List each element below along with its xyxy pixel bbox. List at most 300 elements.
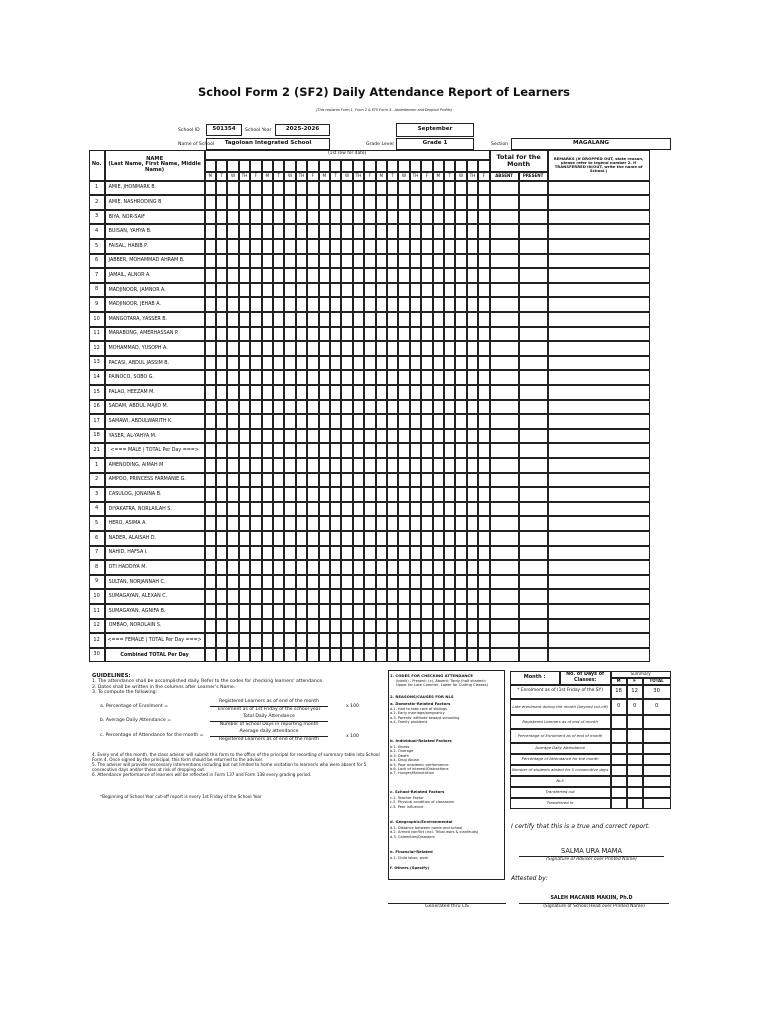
attendance-cell[interactable] [273, 400, 284, 415]
attendance-cell[interactable] [353, 356, 364, 371]
attendance-cell[interactable] [376, 648, 387, 663]
percentage-enrolment-m-value[interactable] [611, 729, 627, 743]
attendance-cell[interactable] [364, 648, 375, 663]
attendance-cell[interactable] [444, 589, 455, 604]
attendance-cell[interactable] [284, 356, 295, 371]
attendance-cell[interactable] [421, 268, 432, 283]
attendance-cell[interactable] [478, 443, 489, 458]
attendance-cell[interactable] [273, 473, 284, 488]
attendance-cell[interactable] [444, 443, 455, 458]
attendance-cell[interactable] [227, 458, 238, 473]
present-total-cell[interactable] [519, 648, 548, 663]
attendance-cell[interactable] [444, 327, 455, 342]
attendance-cell[interactable] [307, 589, 318, 604]
attendance-cell[interactable] [239, 254, 250, 269]
attendance-cell[interactable] [421, 502, 432, 517]
attendance-cell[interactable] [262, 210, 273, 225]
attendance-cell[interactable] [455, 619, 466, 634]
attendance-cell[interactable] [467, 648, 478, 663]
absent-total-cell[interactable] [490, 619, 519, 634]
attendance-cell[interactable] [250, 604, 261, 619]
attendance-cell[interactable] [319, 531, 330, 546]
attendance-cell[interactable] [341, 356, 352, 371]
attendance-cell[interactable] [455, 341, 466, 356]
attendance-cell[interactable] [227, 239, 238, 254]
attendance-cell[interactable] [307, 283, 318, 298]
absent-total-cell[interactable] [490, 546, 519, 561]
attendance-cell[interactable] [478, 473, 489, 488]
attendance-cell[interactable] [433, 210, 444, 225]
attendance-cell[interactable] [250, 297, 261, 312]
attendance-cell[interactable] [353, 443, 364, 458]
attendance-cell[interactable] [433, 429, 444, 444]
remarks-cell[interactable] [548, 268, 650, 283]
attendance-cell[interactable] [353, 283, 364, 298]
attendance-cell[interactable] [284, 370, 295, 385]
attendance-cell[interactable] [341, 502, 352, 517]
attendance-cell[interactable] [330, 268, 341, 283]
attendance-cell[interactable] [353, 429, 364, 444]
attendance-cell[interactable] [307, 239, 318, 254]
attendance-cell[interactable] [330, 516, 341, 531]
attendance-cell[interactable] [227, 297, 238, 312]
attendance-cell[interactable] [307, 633, 318, 648]
attendance-cell[interactable] [433, 575, 444, 590]
attendance-cell[interactable] [273, 312, 284, 327]
attendance-cell[interactable] [216, 297, 227, 312]
attendance-cell[interactable] [433, 181, 444, 196]
attendance-cell[interactable] [296, 502, 307, 517]
attendance-cell[interactable] [433, 312, 444, 327]
attendance-cell[interactable] [330, 327, 341, 342]
attendance-cell[interactable] [330, 473, 341, 488]
attendance-cell[interactable] [376, 604, 387, 619]
attendance-cell[interactable] [467, 400, 478, 415]
attendance-cell[interactable] [376, 297, 387, 312]
attendance-cell[interactable] [455, 414, 466, 429]
attendance-cell[interactable] [341, 254, 352, 269]
attendance-cell[interactable] [444, 181, 455, 196]
attendance-cell[interactable] [319, 370, 330, 385]
attendance-cell[interactable] [284, 210, 295, 225]
attendance-cell[interactable] [205, 312, 216, 327]
attendance-cell[interactable] [467, 327, 478, 342]
attendance-cell[interactable] [455, 429, 466, 444]
attendance-cell[interactable] [319, 473, 330, 488]
attendance-cell[interactable] [353, 297, 364, 312]
attendance-cell[interactable] [455, 400, 466, 415]
attendance-cell[interactable] [421, 297, 432, 312]
attendance-cell[interactable] [330, 560, 341, 575]
attendance-cell[interactable] [284, 414, 295, 429]
attendance-cell[interactable] [307, 370, 318, 385]
attendance-cell[interactable] [284, 224, 295, 239]
attendance-cell[interactable] [433, 297, 444, 312]
attendance-cell[interactable] [262, 341, 273, 356]
attendance-cell[interactable] [273, 604, 284, 619]
attendance-cell[interactable] [296, 268, 307, 283]
attendance-cell[interactable] [478, 341, 489, 356]
attendance-cell[interactable] [410, 210, 421, 225]
attendance-cell[interactable] [364, 195, 375, 210]
date-cell[interactable] [353, 160, 364, 172]
attendance-cell[interactable] [307, 297, 318, 312]
attendance-cell[interactable] [444, 633, 455, 648]
attendance-cell[interactable] [227, 312, 238, 327]
attendance-cell[interactable] [250, 633, 261, 648]
attendance-cell[interactable] [262, 181, 273, 196]
attendance-cell[interactable] [239, 224, 250, 239]
attendance-cell[interactable] [307, 210, 318, 225]
attendance-cell[interactable] [330, 502, 341, 517]
attendance-cell[interactable] [239, 181, 250, 196]
attendance-cell[interactable] [239, 633, 250, 648]
attendance-cell[interactable] [376, 195, 387, 210]
attendance-cell[interactable] [319, 224, 330, 239]
attendance-cell[interactable] [227, 254, 238, 269]
attendance-cell[interactable] [467, 604, 478, 619]
attendance-cell[interactable] [239, 370, 250, 385]
attendance-cell[interactable] [444, 195, 455, 210]
attendance-cell[interactable] [262, 502, 273, 517]
attendance-cell[interactable] [387, 575, 398, 590]
attendance-cell[interactable] [262, 443, 273, 458]
attendance-cell[interactable] [444, 283, 455, 298]
attendance-cell[interactable] [330, 356, 341, 371]
attendance-cell[interactable] [455, 268, 466, 283]
attendance-cell[interactable] [410, 181, 421, 196]
attendance-cell[interactable] [216, 283, 227, 298]
attendance-cell[interactable] [205, 429, 216, 444]
attendance-cell[interactable] [364, 414, 375, 429]
attendance-cell[interactable] [467, 341, 478, 356]
attendance-cell[interactable] [216, 370, 227, 385]
attendance-cell[interactable] [444, 356, 455, 371]
attendance-cell[interactable] [205, 356, 216, 371]
attendance-cell[interactable] [478, 385, 489, 400]
remarks-cell[interactable] [548, 356, 650, 371]
attendance-cell[interactable] [444, 341, 455, 356]
attendance-cell[interactable] [319, 268, 330, 283]
attendance-cell[interactable] [444, 575, 455, 590]
attendance-cell[interactable] [444, 254, 455, 269]
attendance-cell[interactable] [262, 400, 273, 415]
attendance-cell[interactable] [353, 575, 364, 590]
attendance-cell[interactable] [398, 341, 409, 356]
attendance-cell[interactable] [216, 414, 227, 429]
attendance-cell[interactable] [273, 546, 284, 561]
attendance-cell[interactable] [364, 370, 375, 385]
attendance-cell[interactable] [433, 414, 444, 429]
remarks-cell[interactable] [548, 560, 650, 575]
attendance-cell[interactable] [296, 224, 307, 239]
attendance-cell[interactable] [250, 254, 261, 269]
transferred-in-m-value[interactable] [611, 798, 627, 809]
attendance-cell[interactable] [284, 546, 295, 561]
attendance-cell[interactable] [387, 546, 398, 561]
absent-total-cell[interactable] [490, 370, 519, 385]
attendance-cell[interactable] [398, 312, 409, 327]
attendance-cell[interactable] [478, 283, 489, 298]
present-total-cell[interactable] [519, 589, 548, 604]
attendance-cell[interactable] [205, 210, 216, 225]
attendance-cell[interactable] [387, 516, 398, 531]
attendance-cell[interactable] [421, 370, 432, 385]
attendance-cell[interactable] [273, 575, 284, 590]
attendance-cell[interactable] [478, 560, 489, 575]
attendance-cell[interactable] [262, 589, 273, 604]
attendance-cell[interactable] [273, 370, 284, 385]
attendance-cell[interactable] [433, 516, 444, 531]
date-cell[interactable] [455, 160, 466, 172]
attendance-cell[interactable] [387, 370, 398, 385]
present-total-cell[interactable] [519, 312, 548, 327]
attendance-cell[interactable] [421, 312, 432, 327]
attendance-cell[interactable] [296, 385, 307, 400]
attendance-cell[interactable] [250, 502, 261, 517]
attendance-cell[interactable] [284, 443, 295, 458]
attendance-cell[interactable] [455, 502, 466, 517]
present-total-cell[interactable] [519, 575, 548, 590]
attendance-cell[interactable] [205, 385, 216, 400]
attendance-cell[interactable] [273, 224, 284, 239]
attendance-cell[interactable] [216, 546, 227, 561]
attendance-cell[interactable] [341, 370, 352, 385]
attendance-cell[interactable] [250, 356, 261, 371]
absent-total-cell[interactable] [490, 341, 519, 356]
attendance-cell[interactable] [478, 224, 489, 239]
attendance-cell[interactable] [216, 429, 227, 444]
absent-total-cell[interactable] [490, 633, 519, 648]
present-total-cell[interactable] [519, 224, 548, 239]
attendance-cell[interactable] [262, 648, 273, 663]
attendance-cell[interactable] [398, 370, 409, 385]
attendance-cell[interactable] [273, 516, 284, 531]
attendance-cell[interactable] [262, 633, 273, 648]
attendance-cell[interactable] [387, 443, 398, 458]
attendance-cell[interactable] [205, 443, 216, 458]
attendance-cell[interactable] [205, 370, 216, 385]
attendance-cell[interactable] [387, 327, 398, 342]
attendance-cell[interactable] [398, 297, 409, 312]
attendance-cell[interactable] [284, 516, 295, 531]
absent-total-cell[interactable] [490, 458, 519, 473]
attendance-cell[interactable] [444, 546, 455, 561]
attendance-cell[interactable] [467, 181, 478, 196]
attendance-cell[interactable] [319, 385, 330, 400]
attendance-cell[interactable] [284, 312, 295, 327]
attendance-cell[interactable] [205, 619, 216, 634]
attendance-cell[interactable] [284, 487, 295, 502]
attendance-cell[interactable] [296, 414, 307, 429]
attendance-cell[interactable] [433, 400, 444, 415]
attendance-cell[interactable] [444, 429, 455, 444]
attendance-cell[interactable] [410, 327, 421, 342]
attendance-cell[interactable] [353, 224, 364, 239]
attendance-cell[interactable] [478, 195, 489, 210]
attendance-cell[interactable] [307, 546, 318, 561]
attendance-cell[interactable] [376, 458, 387, 473]
attendance-cell[interactable] [341, 648, 352, 663]
attendance-cell[interactable] [284, 385, 295, 400]
attendance-cell[interactable] [455, 546, 466, 561]
attendance-cell[interactable] [239, 268, 250, 283]
attendance-cell[interactable] [205, 560, 216, 575]
absent-total-cell[interactable] [490, 283, 519, 298]
attendance-cell[interactable] [455, 356, 466, 371]
attendance-cell[interactable] [398, 575, 409, 590]
attendance-cell[interactable] [307, 429, 318, 444]
attendance-cell[interactable] [421, 648, 432, 663]
attendance-cell[interactable] [296, 239, 307, 254]
attendance-cell[interactable] [387, 589, 398, 604]
attendance-cell[interactable] [330, 487, 341, 502]
absent-total-cell[interactable] [490, 224, 519, 239]
attendance-cell[interactable] [341, 297, 352, 312]
attendance-cell[interactable] [421, 239, 432, 254]
attendance-cell[interactable] [398, 502, 409, 517]
attendance-cell[interactable] [341, 560, 352, 575]
attendance-cell[interactable] [330, 239, 341, 254]
attendance-cell[interactable] [444, 473, 455, 488]
attendance-cell[interactable] [387, 283, 398, 298]
attendance-cell[interactable] [421, 531, 432, 546]
present-total-cell[interactable] [519, 195, 548, 210]
attendance-cell[interactable] [421, 604, 432, 619]
attendance-cell[interactable] [421, 195, 432, 210]
present-total-cell[interactable] [519, 604, 548, 619]
attendance-cell[interactable] [410, 385, 421, 400]
attendance-cell[interactable] [227, 268, 238, 283]
attendance-cell[interactable] [239, 516, 250, 531]
remarks-cell[interactable] [548, 283, 650, 298]
attendance-cell[interactable] [387, 604, 398, 619]
present-total-cell[interactable] [519, 181, 548, 196]
attendance-cell[interactable] [467, 429, 478, 444]
attendance-cell[interactable] [273, 487, 284, 502]
attendance-cell[interactable] [353, 531, 364, 546]
attendance-cell[interactable] [307, 181, 318, 196]
attendance-cell[interactable] [250, 385, 261, 400]
attendance-cell[interactable] [478, 516, 489, 531]
attendance-cell[interactable] [478, 268, 489, 283]
attendance-cell[interactable] [387, 312, 398, 327]
attendance-cell[interactable] [205, 239, 216, 254]
attendance-cell[interactable] [307, 473, 318, 488]
attendance-cell[interactable] [398, 560, 409, 575]
attendance-cell[interactable] [444, 297, 455, 312]
attendance-cell[interactable] [273, 633, 284, 648]
attendance-cell[interactable] [227, 619, 238, 634]
attendance-cell[interactable] [455, 283, 466, 298]
attendance-cell[interactable] [262, 283, 273, 298]
attendance-cell[interactable] [376, 619, 387, 634]
absent-total-cell[interactable] [490, 356, 519, 371]
attendance-cell[interactable] [387, 531, 398, 546]
present-total-cell[interactable] [519, 385, 548, 400]
attendance-cell[interactable] [330, 370, 341, 385]
attendance-cell[interactable] [478, 312, 489, 327]
attendance-cell[interactable] [478, 400, 489, 415]
attendance-cell[interactable] [319, 589, 330, 604]
section-field[interactable]: MAGALANG [511, 138, 671, 150]
attendance-cell[interactable] [250, 473, 261, 488]
attendance-cell[interactable] [387, 181, 398, 196]
attendance-cell[interactable] [467, 312, 478, 327]
attendance-cell[interactable] [398, 210, 409, 225]
attendance-cell[interactable] [387, 429, 398, 444]
attendance-cell[interactable] [239, 589, 250, 604]
attendance-cell[interactable] [467, 443, 478, 458]
attendance-cell[interactable] [296, 195, 307, 210]
attendance-cell[interactable] [353, 560, 364, 575]
attendance-cell[interactable] [433, 619, 444, 634]
attendance-cell[interactable] [467, 239, 478, 254]
attendance-cell[interactable] [353, 516, 364, 531]
attendance-cell[interactable] [216, 516, 227, 531]
absent-total-cell[interactable] [490, 385, 519, 400]
attendance-cell[interactable] [410, 297, 421, 312]
transferred-out-m-value[interactable] [611, 787, 627, 798]
attendance-cell[interactable] [250, 414, 261, 429]
attendance-cell[interactable] [364, 356, 375, 371]
attendance-cell[interactable] [307, 254, 318, 269]
present-total-cell[interactable] [519, 546, 548, 561]
attendance-cell[interactable] [296, 181, 307, 196]
present-total-cell[interactable] [519, 327, 548, 342]
attendance-cell[interactable] [205, 546, 216, 561]
date-cell[interactable] [319, 160, 330, 172]
date-cell[interactable] [398, 160, 409, 172]
attendance-cell[interactable] [216, 268, 227, 283]
date-cell[interactable] [250, 160, 261, 172]
nls-f-value[interactable] [627, 776, 643, 787]
attendance-cell[interactable] [376, 312, 387, 327]
attendance-cell[interactable] [227, 560, 238, 575]
attendance-cell[interactable] [478, 589, 489, 604]
attendance-cell[interactable] [273, 181, 284, 196]
attendance-cell[interactable] [341, 400, 352, 415]
attendance-cell[interactable] [387, 458, 398, 473]
attendance-cell[interactable] [433, 443, 444, 458]
attendance-cell[interactable] [341, 312, 352, 327]
attendance-cell[interactable] [216, 589, 227, 604]
attendance-cell[interactable] [387, 356, 398, 371]
attendance-cell[interactable] [433, 385, 444, 400]
attendance-cell[interactable] [398, 546, 409, 561]
attendance-cell[interactable] [353, 502, 364, 517]
attendance-cell[interactable] [205, 575, 216, 590]
attendance-cell[interactable] [398, 604, 409, 619]
attendance-cell[interactable] [433, 283, 444, 298]
attendance-cell[interactable] [398, 414, 409, 429]
attendance-cell[interactable] [341, 327, 352, 342]
present-total-cell[interactable] [519, 516, 548, 531]
attendance-cell[interactable] [478, 356, 489, 371]
attendance-cell[interactable] [330, 429, 341, 444]
attendance-cell[interactable] [353, 210, 364, 225]
date-cell[interactable] [273, 160, 284, 172]
attendance-cell[interactable] [262, 268, 273, 283]
attendance-cell[interactable] [296, 283, 307, 298]
attendance-cell[interactable] [273, 502, 284, 517]
attendance-cell[interactable] [273, 195, 284, 210]
attendance-cell[interactable] [421, 283, 432, 298]
attendance-cell[interactable] [239, 283, 250, 298]
attendance-cell[interactable] [364, 473, 375, 488]
attendance-cell[interactable] [467, 589, 478, 604]
attendance-cell[interactable] [262, 619, 273, 634]
